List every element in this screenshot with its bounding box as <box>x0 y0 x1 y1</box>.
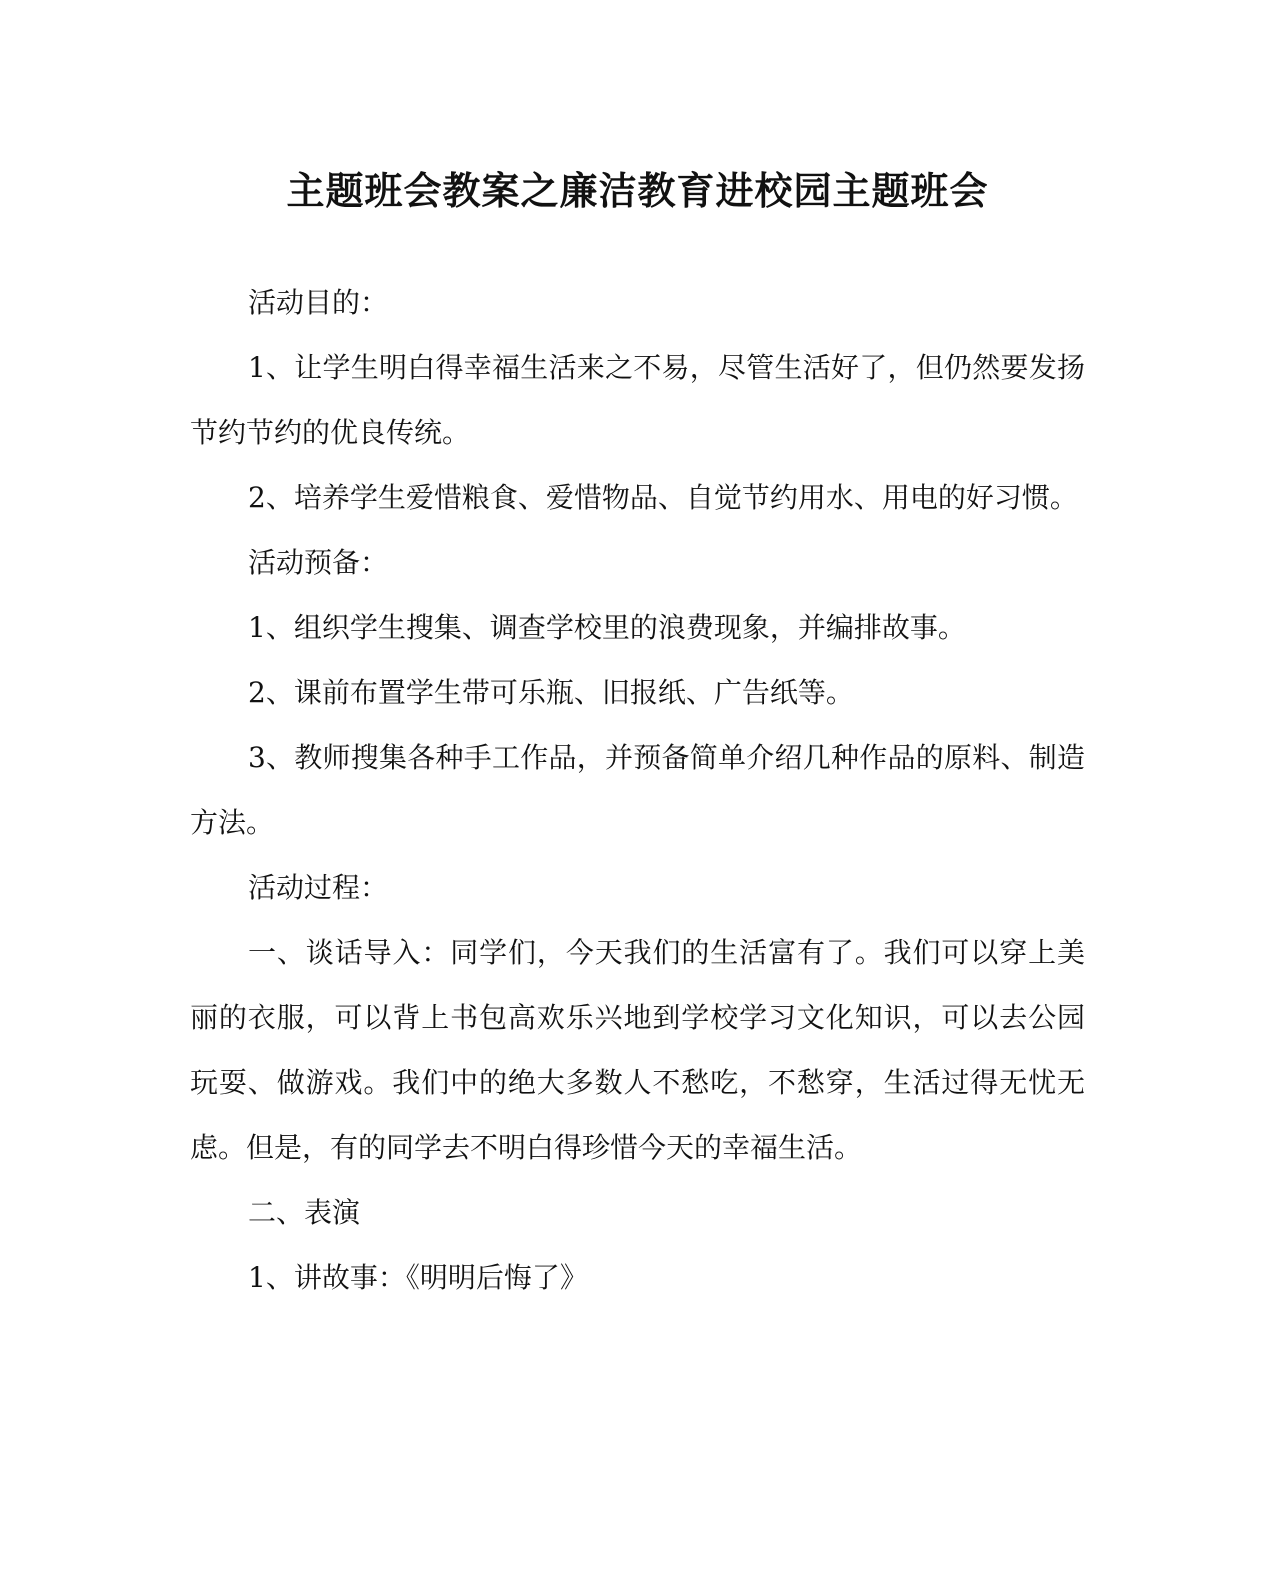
paragraph-purpose-heading: 活动目的： <box>248 286 389 319</box>
paragraph-preparation-1: 1、组织学生搜集、调查学校里的浪费现象，并编排故事。 <box>248 611 966 644</box>
document-body <box>190 270 1085 1310</box>
paragraph-purpose-2: 2、培养学生爱惜粮食、爱惜物品、自觉节约用水、用电的好习惯。 <box>248 481 1078 514</box>
paragraph-purpose-1: 1、让学生明白得幸福生活来之不易，尽管生活好了，但仍然要发扬节约节约的优良传统。 <box>190 351 1085 449</box>
paragraph-process-intro: 一、谈话导入：同学们，今天我们的生活富有了。我们可以穿上美丽的衣服，可以背上书包高欢乐兴地到学校学习文化知识，可以去公园玩耍、做游戏。我们中的绝大多数人不愁吃，不愁穿，生活过得无忧无虑。但是，有的同学去不明白得珍惜今天的幸福生活。 <box>190 936 1085 1164</box>
paragraph-preparation-heading: 活动预备： <box>248 546 389 579</box>
paragraph-process-heading: 活动过程： <box>248 871 389 904</box>
paragraph-preparation-2: 2、课前布置学生带可乐瓶、旧报纸、广告纸等。 <box>248 676 854 709</box>
document-title: 主题班会教案之廉洁教育进校园主题班会 <box>286 168 989 213</box>
paragraph-performance-heading: 二、表演 <box>248 1196 361 1229</box>
paragraph-preparation-3: 3、教师搜集各种手工作品，并预备简单介绍几种作品的原料、制造方法。 <box>190 741 1085 839</box>
paragraph-performance-1: 1、讲故事：《明明后悔了》 <box>248 1261 588 1294</box>
